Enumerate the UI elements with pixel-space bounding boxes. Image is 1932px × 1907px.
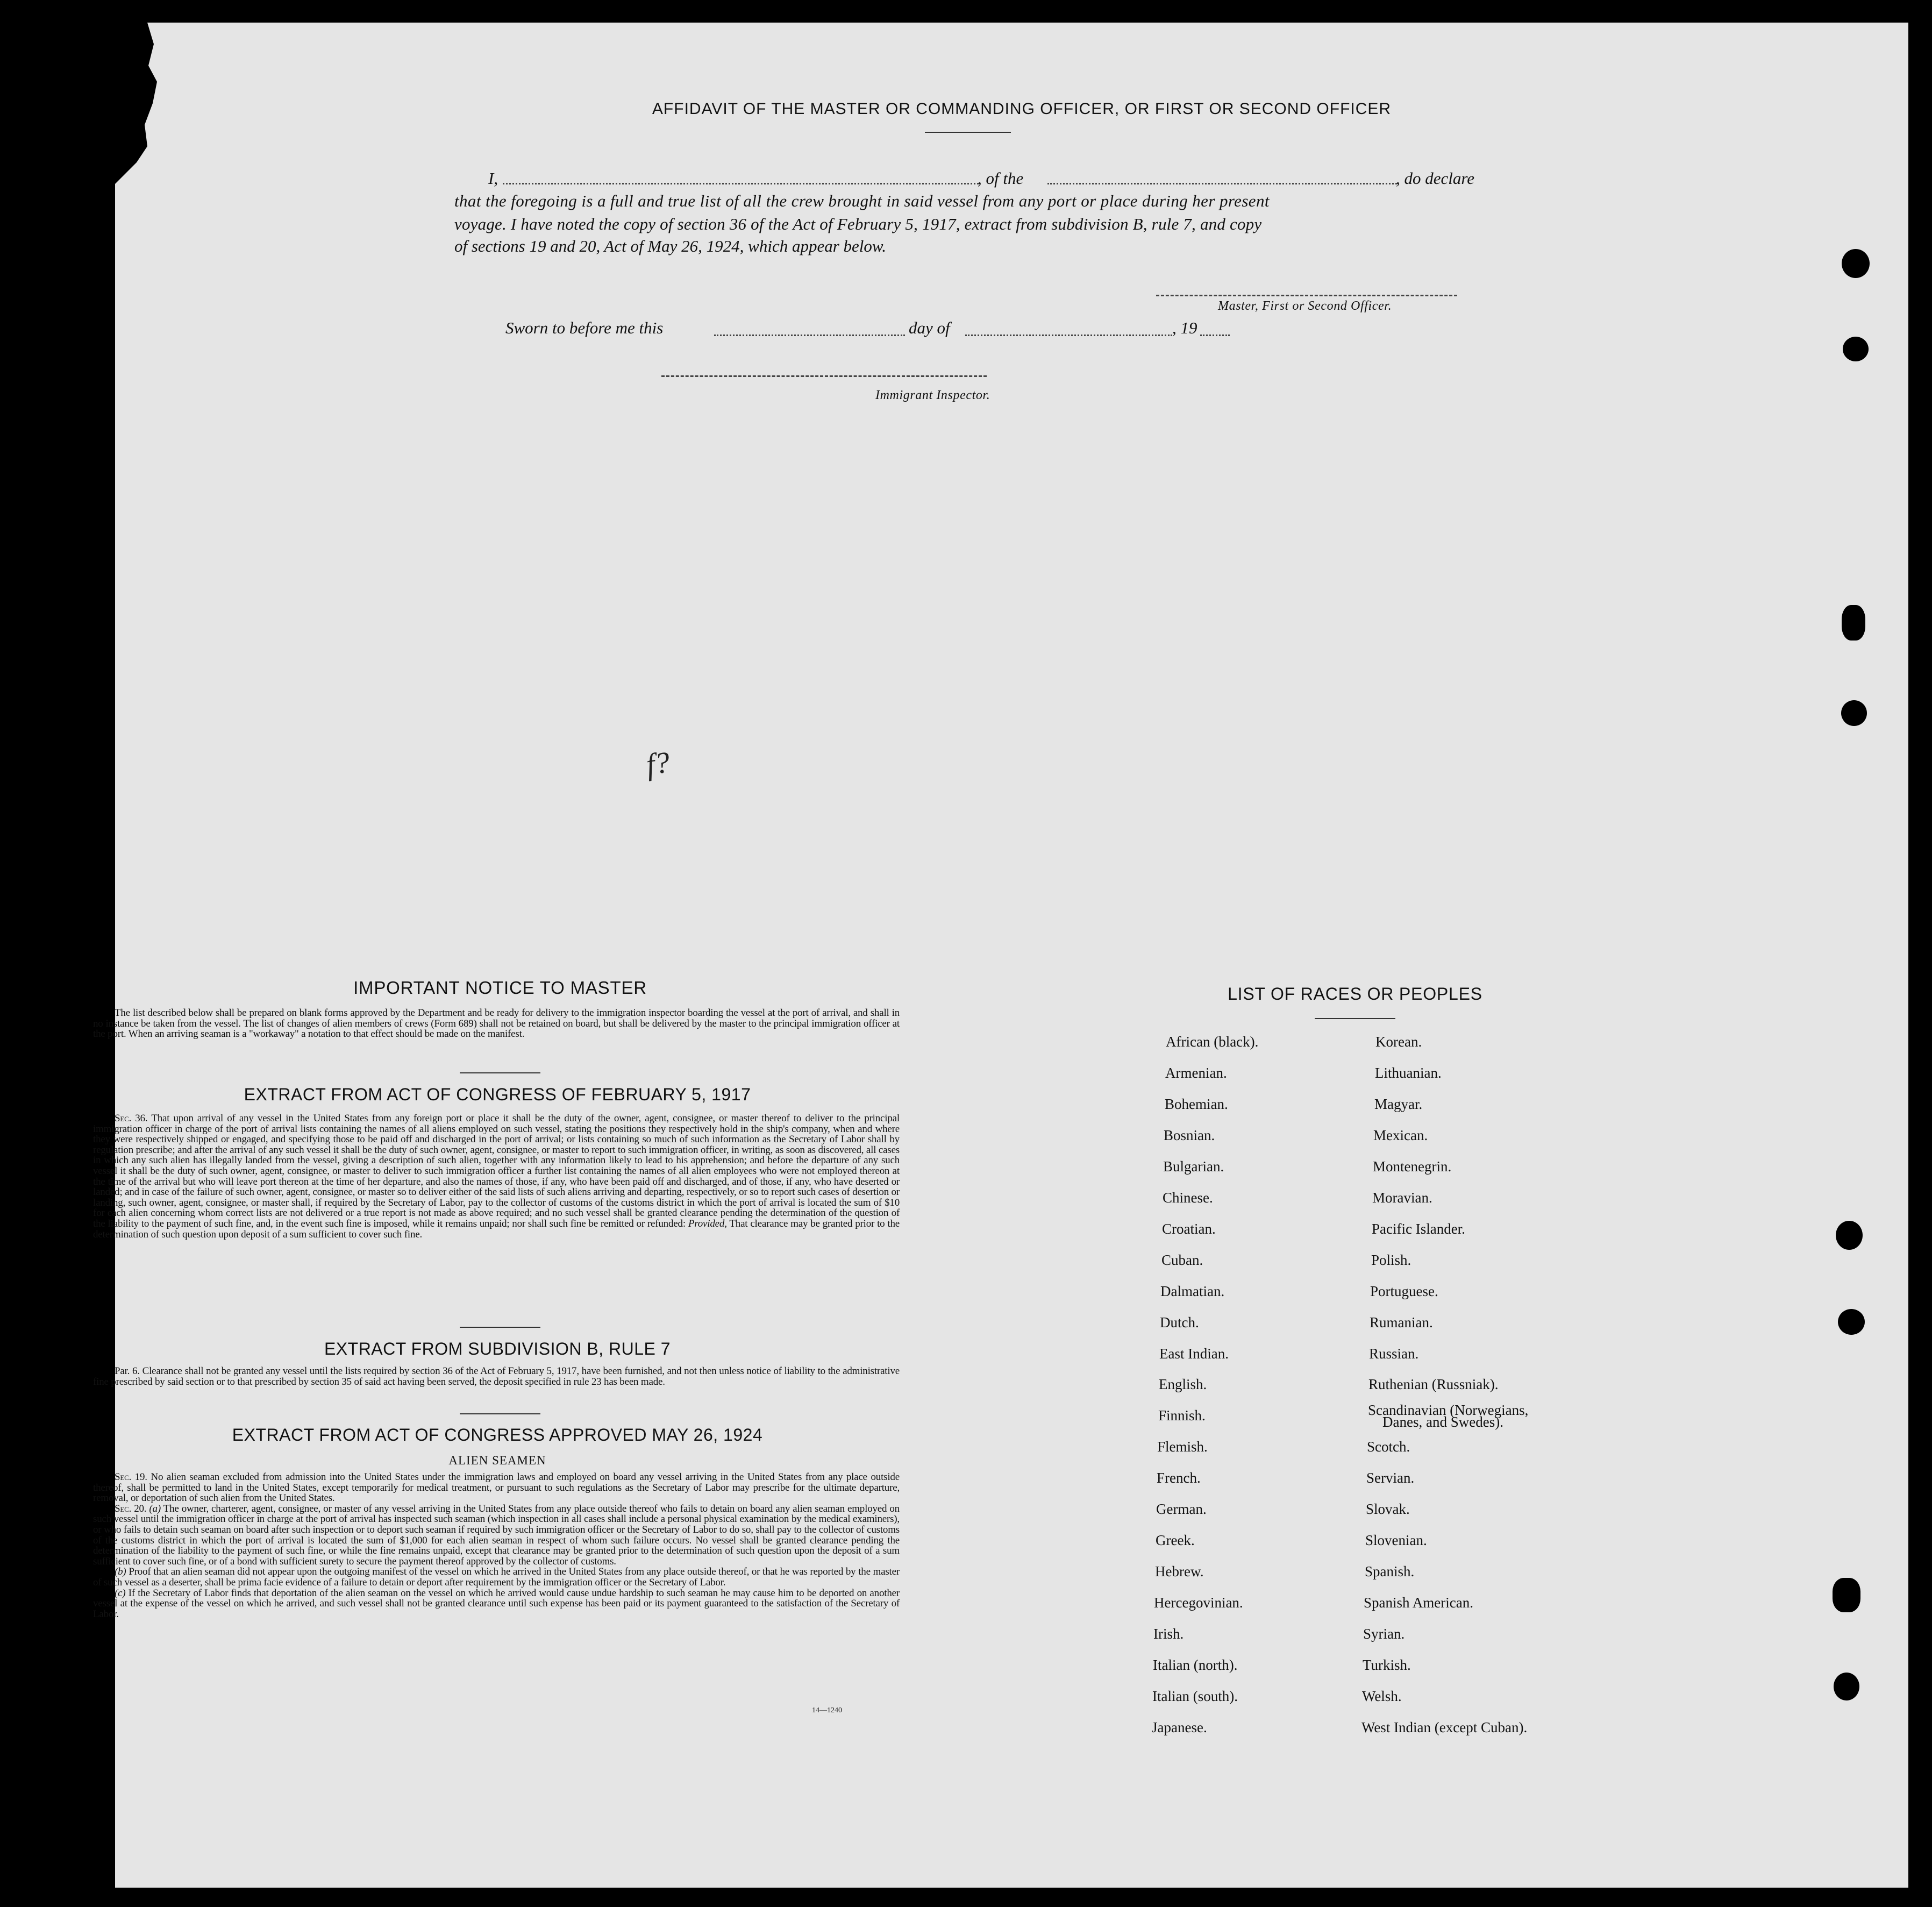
binder-hole [1836,1221,1863,1250]
year-prefix: , 19 [1172,318,1197,337]
sec36-label: Sec. 36. [115,1113,148,1124]
sworn-year-blank [1200,335,1230,336]
notice-paragraph [93,1008,900,1040]
race-item: Croatian. [1162,1221,1216,1237]
race-item: Welsh. [1362,1688,1402,1704]
race-item: Japanese. [1152,1719,1207,1735]
sec20a-text: The owner, charterer, agent, consignee, or master of any vessel arriving in the United States from any place outside thereof who fails to detain on board any alien seaman employed on such vessel until the immigration officer in charge at the port of arrival has inspected such seaman (which inspection in all cases shall include a personal physical examination by the medical examiners), or who fails to detain such seaman on board after such inspection or to deport such seaman if required by such immigration officer or the Secretary of Labor to do so, shall pay to the collector of customs of the customs district in which the port of arrival is located the sum of $1,000 for each alien seaman in respect of whom such failure occurs. No vessel shall be granted clearance pending the determination of the liability to the payment of such fine, or while the fine remains unpaid, except that clearance may be granted prior to the determination of such question upon the deposit of a sum sufficient to cover such fine, or of a bond with sufficient surety to secure the payment thereof approved by the collector of customs. [93,1503,900,1567]
name-blank [503,183,979,184]
vessel-blank [1047,183,1397,184]
inspector-signature-line [661,375,987,377]
divider [460,1327,540,1328]
extract-1924-title: EXTRACT FROM ACT OF CONGRESS APPROVED MAY 26, 1924 [232,1425,763,1445]
race-item: Turkish. [1363,1657,1411,1673]
rule7-text: Par. 6. Clearance shall not be granted any vessel until the lists required by section 36 of the Act of February 5, 1917, have been furnished, and not then unless notice of liability to the administrative fine prescribed by said section or to that prescribed by section 35 of said act having been served, the deposit specified in rule 23 has been made. [93,1365,900,1387]
race-item: African (black). [1166,1034,1259,1050]
race-item: Dalmatian. [1160,1283,1225,1299]
alien-seamen-subtitle: ALIEN SEAMEN [448,1454,546,1467]
affidavit-of-the-label: , of the [978,169,1024,188]
race-item: Bosnian. [1164,1127,1215,1143]
affidavit-line-3: voyage. I have noted the copy of section 36 of the Act of February 5, 1917, extract from subdivision B, rule 7, and copy [454,215,1262,233]
race-item: French. [1157,1470,1201,1486]
binder-hole [1838,1309,1865,1335]
race-item: Spanish American. [1364,1595,1473,1611]
race-item: Spanish. [1365,1563,1415,1579]
race-item: Magyar. [1374,1096,1423,1112]
race-item: Ruthenian (Russniak). [1368,1376,1499,1392]
binder-hole [1841,700,1867,726]
binder-hole [1842,249,1870,278]
form-number: 14—1240 [812,1706,842,1714]
sec20c-mark: (c) [115,1587,126,1599]
race-item: Greek. [1156,1532,1195,1548]
affidavit-i-label: I, [488,169,498,188]
divider [1315,1018,1395,1019]
binder-hole [1833,1578,1860,1612]
race-item: English. [1159,1376,1207,1392]
notice-text: The list described below shall be prepared on blank forms approved by the Department and be ready for delivery to the immigration inspector boarding the vessel at the port of arrival, and shall in no instance be taken from the vessel. The list of changes of alien members of crews (Form 689) shall not be retained on board, but shall be delivered by the master to the principal immigration officer at the port. When an arriving seaman is a "workaway" a notation to that effect should be made on the manifest. [93,1007,900,1040]
race-item: Rumanian. [1370,1314,1433,1330]
race-item: Bulgarian. [1163,1158,1224,1175]
race-item: Cuban. [1161,1252,1203,1268]
race-item: Irish. [1153,1626,1184,1642]
race-item: Hebrew. [1155,1563,1204,1579]
extract-rule7-title: EXTRACT FROM SUBDIVISION B, RULE 7 [324,1339,671,1358]
binder-hole [1842,605,1865,641]
extract-1917-paragraph [93,1113,900,1240]
divider [925,132,1011,133]
sworn-month-blank [965,335,1172,336]
race-item: Montenegrin. [1373,1158,1452,1175]
race-item: Syrian. [1363,1626,1405,1642]
binder-hole [1834,1673,1859,1700]
provided-word: Provided, [688,1218,727,1229]
divider [460,1072,540,1073]
race-item: Chinese. [1163,1190,1213,1206]
affidavit-line-2: that the foregoing is a full and true list of all the crew brought in said vessel from any port or place during her present [454,191,1270,210]
day-of-label: day of [909,318,950,337]
race-item: Bohemian. [1165,1096,1228,1112]
race-item: Flemish. [1157,1439,1208,1455]
race-item: Mexican. [1373,1127,1428,1143]
notice-title: IMPORTANT NOTICE TO MASTER [353,978,647,998]
master-signature-line [1156,295,1457,296]
sec19-label: Sec. 19. [115,1471,147,1483]
race-item: Italian (south). [1152,1688,1238,1704]
race-item: Korean. [1375,1034,1422,1050]
race-item: Hercegovinian. [1154,1595,1243,1611]
affidavit-line-4: of sections 19 and 20, Act of May 26, 1924, which appear below. [454,237,887,255]
affidavit-do-declare-label: , do declare [1396,169,1475,188]
race-item: German. [1156,1501,1207,1517]
extract-rule7-paragraph [93,1366,900,1387]
inspector-caption: Immigrant Inspector. [875,388,990,402]
race-item: East Indian. [1159,1346,1229,1362]
binder-hole [1843,337,1869,361]
sec20b-mark: (b) [115,1566,126,1578]
sec36-text-end: That clearance may be granted prior to the determination of such question upon deposit of a sum sufficient to cover such fine. [93,1218,900,1240]
race-item: Pacific Islander. [1372,1221,1465,1237]
race-item: Dutch. [1160,1314,1199,1330]
sec20-label: Sec. 20. [115,1503,147,1514]
handwritten-mark: f? [644,745,672,782]
sec20b-text: Proof that an alien seaman did not appear upon the outgoing manifest of the vessel on which he arrived in the United States from any place outside thereof, or that he was reported by the master of such vessel as a deserter, shall be prima facie evidence of a failure to detain or deport after requirement by the immigration officer or the Secretary of Labor. [93,1566,900,1588]
affidavit-title: AFFIDAVIT OF THE MASTER OR COMMANDING OFFICER, OR FIRST OR SECOND OFFICER [652,100,1392,118]
race-item: Polish. [1371,1252,1411,1268]
divider [460,1413,540,1414]
torn-corner [115,23,163,184]
race-item: Scandinavian (Norwegians, Danes, and Swedes). [1368,1402,1529,1430]
race-item: Russian. [1369,1346,1419,1362]
race-item: Portuguese. [1370,1283,1438,1299]
extract-1924-paragraph [93,1472,900,1619]
race-item: Lithuanian. [1375,1065,1442,1081]
extract-1917-title: EXTRACT FROM ACT OF CONGRESS OF FEBRUARY 5, 1917 [244,1085,751,1104]
sec20c-text: If the Secretary of Labor finds that deportation of the alien seaman on the vessel on which he arrived would cause undue hardship to such seaman he may cause him to be deported on another vessel at the expense of the vessel on which he arrived, and such vessel shall not be granted clearance until such expense has been paid or its payment guaranteed to the satisfaction of the Secretary of Labor. [93,1587,900,1620]
race-item: West Indian (except Cuban). [1361,1719,1528,1735]
races-title: LIST OF RACES OR PEOPLES [1228,984,1482,1004]
race-item: Servian. [1366,1470,1415,1486]
race-item: Armenian. [1165,1065,1227,1081]
sworn-day-blank [714,335,905,336]
race-item: Finnish. [1158,1407,1206,1424]
race-item: Scotch. [1367,1439,1410,1455]
race-item: Slovenian. [1365,1532,1427,1548]
race-item: Moravian. [1372,1190,1432,1206]
sworn-label: Sworn to before me this [505,318,664,337]
sec20a-mark: (a) [149,1503,161,1514]
sec19-text: No alien seaman excluded from admission into the United States under the immigration laws and employed on board any vessel arriving in the United States from any place outside thereof, shall be permitted to land in the United States, except temporarily for medical treatment, or pursuant to such regulations as the Secretary of Labor may prescribe for the ultimate departure, removal, or deportation of such alien from the United States. [93,1471,900,1504]
race-item: Slovak. [1366,1501,1410,1517]
sec36-text: That upon arrival of any vessel in the United States from any foreign port or place it shall be the duty of the owner, agent, consignee, or master thereof to deliver to the principal immigration officer in charge of the port of arrival lists containing the names of all aliens employed on such vessel, stating the positions they respectively hold in the ship's company, when and where they were respectively shipped or engaged, and specifying those to be paid off and discharged in the port of arrival; or lists containing so much of such information as the Secretary of Labor shall by regulation prescribe; and after the arrival of any such vessel it shall be the duty of such owner, agent, consignee, or master to report to such immigration officer, in writing, as soon as discovered, all cases in which any such alien has illegally landed from the vessel, giving a description of such alien, together with any information likely to lead to his apprehension; and before the departure of any such vessel it shall be the duty of such owner, agent, consignee, or master to deliver to such immigration officer a further list containing the names of all alien employees who were not employed thereon at the time of the arrival but who will leave port thereon at the time of her departure, and also the names of those, if any, who have been paid off and discharged, and of those, if any, who have deserted or landed; and in case of the failure of such owner, agent, consignee, or master so to deliver either of the said lists of such aliens arriving and departing, respectively, or so to report such cases of desertion or landing, such owner, agent, consignee, or master shall, if required by the Secretary of Labor, pay to the collector of customs of the customs district in which the port of arrival is located the sum of $10 for each alien concerning whom correct lists are not delivered or a true report is not made as above required; and no such vessel shall be granted clearance pending the determination of the question of the liability to the payment of such fine, and, in the event such fine is imposed, while it remains unpaid; nor shall such fine be remitted or refunded: [93,1113,900,1229]
race-item: Italian (north). [1153,1657,1238,1673]
master-caption: Master, First or Second Officer. [1218,299,1392,313]
